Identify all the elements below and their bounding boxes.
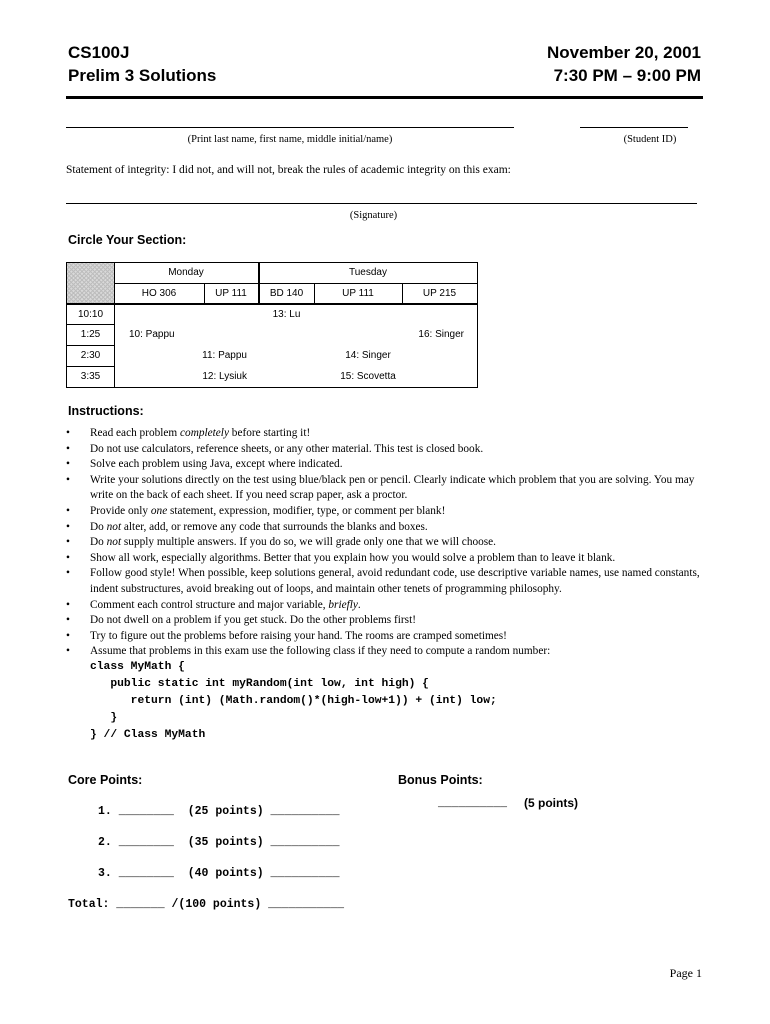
bonus-points-title: Bonus Points: [398, 773, 483, 787]
code-line: public static int myRandom(int low, int high) { [90, 678, 429, 690]
day-tuesday: Tuesday [349, 267, 387, 278]
core-points-row-3[interactable]: 3. ________ (40 points) __________ [98, 867, 340, 880]
section-16-singer[interactable]: 16: Singer [418, 329, 464, 340]
instruction-item: • Read each problem completely before starting it! [66, 426, 706, 442]
instruction-item: • Follow good style! When possible, keep solutions general, avoid redundant code, use descriptive variable names, use named constants, indent substructures, avoid breaking out of loops, and maintain other tenets of programming philosophy. [66, 566, 706, 597]
page-number: Page 1 [669, 966, 702, 980]
code-line: } [90, 712, 118, 724]
instruction-item: • Provide only one statement, expression, modifier, type, or comment per blank! [66, 504, 706, 520]
section-15-scovetta[interactable]: 15: Scovetta [340, 371, 396, 382]
room-bd140: BD 140 [269, 288, 304, 299]
course-title: CS100J [68, 43, 130, 62]
time-335: 3:35 [80, 371, 101, 382]
time-230: 2:30 [80, 350, 101, 361]
sections-title: Circle Your Section: [68, 233, 187, 247]
instruction-item: • Do not supply multiple answers. If you do so, we will grade only one that we will choose. [66, 535, 706, 551]
code-line: class MyMath { [90, 661, 185, 673]
section-12-lysiuk[interactable]: 12: Lysiuk [202, 371, 247, 382]
instruction-item: • Try to figure out the problems before raising your hand. The rooms are cramped sometimes! [66, 629, 706, 645]
instruction-item: • Do not use calculators, reference sheets, or any other material. This test is closed book. [66, 442, 706, 458]
instructions-title: Instructions: [68, 404, 144, 418]
name-line[interactable] [66, 127, 514, 128]
code-line: return (int) (Math.random()*(high-low+1)) + (int) low; [90, 695, 497, 707]
exam-date: November 20, 2001 [546, 43, 701, 62]
student-id-caption: (Student ID) [623, 134, 677, 145]
bonus-points-line[interactable]: __________ [438, 797, 508, 810]
instruction-item: • Do not alter, add, or remove any code that surrounds the blanks and boxes. [66, 520, 706, 536]
signature-caption: (Signature) [349, 210, 398, 221]
room-up111-mon: UP 111 [215, 288, 247, 299]
section-14-singer[interactable]: 14: Singer [345, 350, 391, 361]
student-id-line[interactable] [580, 127, 688, 128]
instruction-item: • Write your solutions directly on the test using blue/black pen or pencil. Clearly indicate which problem that you are solving. You may write on the back of each sheet. If you need scrap paper, ask a proctor. [66, 473, 706, 504]
core-points-title: Core Points: [68, 773, 143, 787]
signature-line[interactable] [66, 203, 697, 204]
name-caption: (Print last name, first name, middle initial/name) [187, 134, 393, 145]
room-ho306: HO 306 [141, 288, 177, 299]
instruction-item: • Show all work, especially algorithms. Better that you explain how you would solve a problem than to leave it blank. [66, 551, 706, 567]
room-up215: UP 215 [422, 288, 457, 299]
core-points-total[interactable]: Total: _______ /(100 points) ___________ [68, 898, 345, 911]
exam-time: 7:30 PM – 9:00 PM [553, 66, 701, 85]
room-up111-tue: UP 111 [342, 288, 374, 299]
section-table [66, 262, 478, 388]
header-rule [66, 96, 703, 99]
exam-title: Prelim 3 Solutions [68, 66, 217, 85]
section-11-pappu[interactable]: 11: Pappu [202, 350, 247, 361]
integrity-statement: Statement of integrity: I did not, and will not, break the rules of academic integrity on this exam: [66, 164, 511, 176]
time-1010: 10:10 [77, 309, 104, 320]
instruction-item: • Do not dwell on a problem if you get stuck. Do the other problems first! [66, 613, 706, 629]
section-10-pappu[interactable]: 10: Pappu [129, 329, 175, 340]
code-line: } // Class MyMath [90, 729, 206, 741]
bonus-points-label: (5 points) [524, 796, 578, 810]
instructions-list [66, 426, 706, 660]
instruction-item: • Assume that problems in this exam use the following class if they need to compute a random number: [66, 644, 706, 660]
instruction-item: • Solve each problem using Java, except where indicated. [66, 457, 706, 473]
day-monday: Monday [168, 267, 204, 278]
core-points-row-2[interactable]: 2. ________ (35 points) __________ [98, 836, 340, 849]
section-13-lu[interactable]: 13: Lu [272, 309, 301, 320]
instruction-item: • Comment each control structure and major variable, briefly. [66, 598, 706, 614]
time-125: 1:25 [80, 329, 101, 340]
core-points-row-1[interactable]: 1. ________ (25 points) __________ [98, 805, 340, 818]
